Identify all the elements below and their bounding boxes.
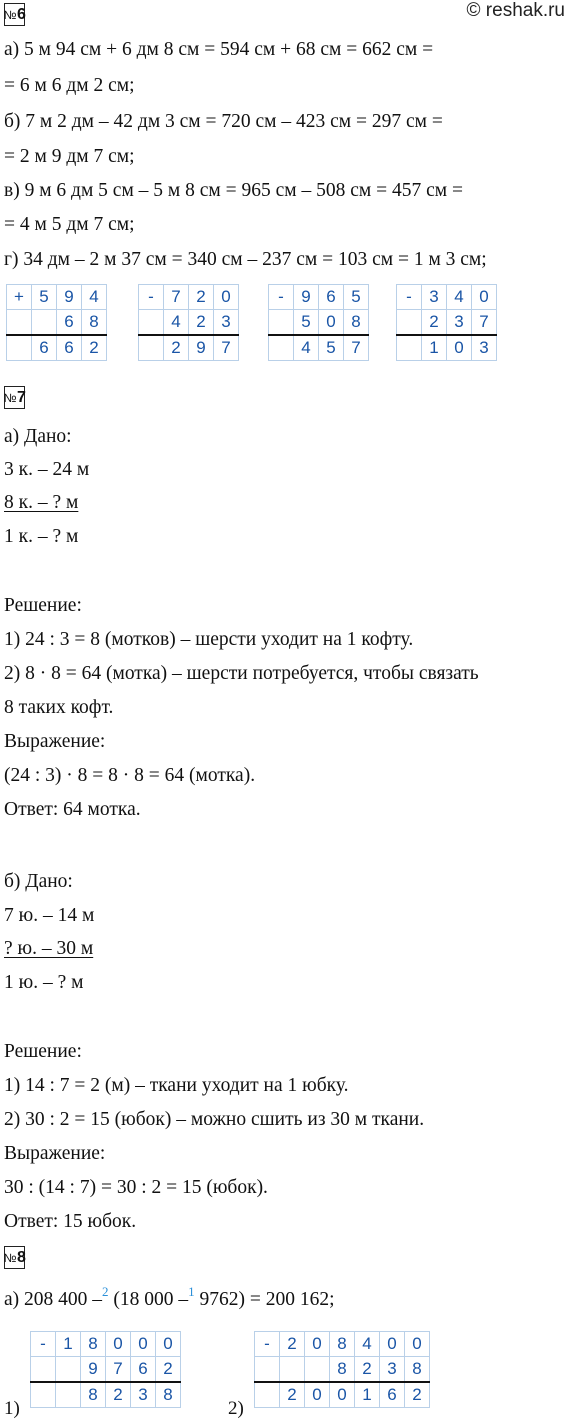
- operator-cell: [31, 1382, 56, 1408]
- given-title: а) Дано:: [4, 426, 72, 447]
- digit-cell: 5: [294, 310, 319, 336]
- watermark: © reshak.ru: [466, 0, 565, 21]
- digit-cell: 2: [106, 1382, 131, 1408]
- given-line: 7 ю. – 14 м: [4, 905, 95, 926]
- task-6-badge: № 6: [4, 3, 25, 26]
- task-6-line: = 4 м 5 дм 7 см;: [4, 214, 135, 235]
- expression-title: Выражение:: [4, 1143, 106, 1164]
- digit-cell: 2: [156, 1357, 181, 1383]
- digit-cell: [305, 1357, 330, 1383]
- given-line: 1 к. – ? м: [4, 526, 79, 547]
- digit-cell: 0: [380, 1332, 405, 1357]
- digit-cell: 0: [156, 1332, 181, 1357]
- digit-cell: 6: [57, 310, 82, 336]
- task-6-line: г) 34 дм – 2 м 37 см = 340 см – 237 см = 103 см = 1 м 3 см;: [4, 249, 487, 270]
- expression: (24 : 3) · 8 = 8 · 8 = 64 (мотка).: [4, 765, 256, 786]
- digit-cell: 8: [82, 310, 107, 336]
- operator-cell: +: [7, 285, 32, 310]
- operator-cell: [269, 310, 294, 336]
- digit-cell: 1: [56, 1332, 81, 1357]
- digit-cell: 2: [189, 285, 214, 310]
- task-7-badge: № 7: [4, 386, 25, 409]
- digit-cell: 7: [472, 310, 497, 336]
- operator-cell: [7, 335, 32, 361]
- answer: Ответ: 64 мотка.: [4, 799, 141, 820]
- digit-cell: 2: [355, 1357, 380, 1383]
- digit-cell: [56, 1357, 81, 1383]
- digit-cell: 2: [405, 1382, 430, 1408]
- digit-cell: 4: [82, 285, 107, 310]
- digit-cell: 9: [189, 335, 214, 361]
- operator-cell: [269, 335, 294, 361]
- answer: Ответ: 15 юбок.: [4, 1211, 137, 1232]
- operator-cell: [7, 310, 32, 336]
- digit-cell: 2: [280, 1382, 305, 1408]
- digit-cell: 3: [214, 310, 239, 336]
- digit-cell: 3: [422, 285, 447, 310]
- digit-cell: 0: [405, 1332, 430, 1357]
- digit-cell: 3: [447, 310, 472, 336]
- digit-cell: 6: [319, 285, 344, 310]
- operator-cell: [255, 1357, 280, 1383]
- digit-cell: 7: [164, 285, 189, 310]
- given-line: 3 к. – 24 м: [4, 459, 90, 480]
- operator-cell: -: [255, 1332, 280, 1357]
- digit-cell: 6: [57, 335, 82, 361]
- digit-cell: 3: [131, 1382, 156, 1408]
- task-6-line: в) 9 м 6 дм 5 см – 5 м 8 см = 965 см – 508 см = 457 см =: [4, 180, 463, 201]
- solution-title: Решение:: [4, 1041, 82, 1062]
- digit-cell: 5: [344, 285, 369, 310]
- digit-cell: [280, 1357, 305, 1383]
- expression: 30 : (14 : 7) = 30 : 2 = 15 (юбок).: [4, 1177, 268, 1198]
- digit-cell: 9: [57, 285, 82, 310]
- order-mark: 1: [188, 1284, 195, 1299]
- task-6-line: а) 5 м 94 см + 6 дм 8 см = 594 см + 68 см = 662 см =: [4, 39, 434, 60]
- digit-cell: 4: [294, 335, 319, 361]
- operator-cell: [397, 310, 422, 336]
- digit-cell: 0: [305, 1332, 330, 1357]
- digit-cell: 1: [355, 1382, 380, 1408]
- solution-step: 1) 24 : 3 = 8 (мотков) – шерсти уходит на 1 кофту.: [4, 629, 414, 650]
- digit-cell: 0: [319, 310, 344, 336]
- digit-cell: 4: [447, 285, 472, 310]
- column-calc-6: [254, 1331, 430, 1408]
- task-6-line: б) 7 м 2 дм – 42 дм 3 см = 720 см – 423 см = 297 см =: [4, 111, 443, 132]
- digit-cell: 4: [164, 310, 189, 336]
- digit-cell: 0: [305, 1382, 330, 1408]
- column-calc-5: [30, 1331, 181, 1408]
- order-mark: 2: [102, 1284, 109, 1299]
- solution-step: 8 таких кофт.: [4, 697, 114, 718]
- digit-cell: 5: [32, 285, 57, 310]
- digit-cell: 2: [164, 335, 189, 361]
- digit-cell: 8: [330, 1332, 355, 1357]
- digit-cell: 0: [472, 285, 497, 310]
- solution-title: Решение:: [4, 595, 82, 616]
- step-label: 1): [4, 1398, 20, 1419]
- solution-step: 2) 30 : 2 = 15 (юбок) – можно сшить из 30 м ткани.: [4, 1109, 425, 1130]
- digit-cell: 0: [214, 285, 239, 310]
- digit-cell: 2: [280, 1332, 305, 1357]
- operator-cell: -: [269, 285, 294, 310]
- digit-cell: 4: [355, 1332, 380, 1357]
- given-title: б) Дано:: [4, 871, 73, 892]
- digit-cell: 8: [344, 310, 369, 336]
- step-label: 2): [228, 1398, 244, 1419]
- digit-cell: 0: [330, 1382, 355, 1408]
- column-calc-1: [6, 284, 107, 361]
- digit-cell: 2: [189, 310, 214, 336]
- task-6-line: = 2 м 9 дм 7 см;: [4, 146, 135, 167]
- digit-cell: 8: [405, 1357, 430, 1383]
- equation-part: (18 000 –: [108, 1289, 189, 1310]
- digit-cell: 5: [319, 335, 344, 361]
- task-8-badge: № 8: [4, 1246, 25, 1269]
- given-line: 8 к. – ? м: [4, 492, 79, 513]
- column-calc-3: [268, 284, 369, 361]
- operator-cell: -: [31, 1332, 56, 1357]
- digit-cell: 6: [131, 1357, 156, 1383]
- digit-cell: [56, 1382, 81, 1408]
- digit-cell: 0: [447, 335, 472, 361]
- digit-cell: 0: [131, 1332, 156, 1357]
- operator-cell: -: [139, 285, 164, 310]
- digit-cell: 9: [81, 1357, 106, 1383]
- digit-cell: 3: [380, 1357, 405, 1383]
- operator-cell: [139, 335, 164, 361]
- digit-cell: 6: [32, 335, 57, 361]
- solution-step: 2) 8 · 8 = 64 (мотка) – шерсти потребуется, чтобы связать: [4, 663, 479, 684]
- digit-cell: 2: [422, 310, 447, 336]
- digit-cell: 2: [82, 335, 107, 361]
- digit-cell: 8: [81, 1382, 106, 1408]
- operator-cell: [255, 1382, 280, 1408]
- task-8-equation: [4, 1284, 335, 1313]
- digit-cell: 8: [330, 1357, 355, 1383]
- digit-cell: 1: [422, 335, 447, 361]
- digit-cell: 6: [380, 1382, 405, 1408]
- digit-cell: 8: [81, 1332, 106, 1357]
- expression-title: Выражение:: [4, 731, 106, 752]
- given-line: 1 ю. – ? м: [4, 972, 84, 993]
- given-line: ? ю. – 30 м: [4, 938, 94, 959]
- equation-part: 9762) = 200 162;: [194, 1289, 335, 1310]
- digit-cell: 8: [156, 1382, 181, 1408]
- operator-cell: [139, 310, 164, 336]
- digit-cell: 0: [106, 1332, 131, 1357]
- digit-cell: 9: [294, 285, 319, 310]
- digit-cell: 7: [214, 335, 239, 361]
- equation-part: а) 208 400 –: [4, 1289, 103, 1310]
- operator-cell: [397, 335, 422, 361]
- digit-cell: 7: [106, 1357, 131, 1383]
- column-calc-4: [396, 284, 497, 361]
- digit-cell: [32, 310, 57, 336]
- solution-step: 1) 14 : 7 = 2 (м) – ткани уходит на 1 юбку.: [4, 1075, 349, 1096]
- column-calc-2: [138, 284, 239, 361]
- digit-cell: 7: [344, 335, 369, 361]
- operator-cell: -: [397, 285, 422, 310]
- operator-cell: [31, 1357, 56, 1383]
- digit-cell: 3: [472, 335, 497, 361]
- task-6-line: = 6 м 6 дм 2 см;: [4, 75, 135, 96]
